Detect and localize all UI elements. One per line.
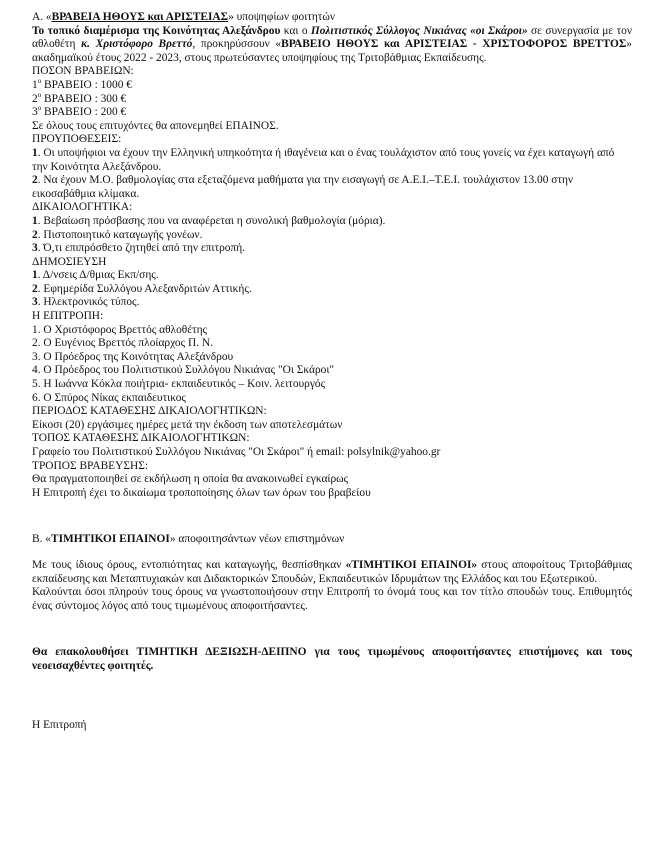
place-heading: ΤΟΠΟΣ ΚΑΤΑΘΕΣΗΣ ΔΙΚΑΙΟΛΟΓΗΤΙΚΩΝ:: [32, 432, 250, 445]
prize-item: [32, 106, 632, 120]
spacer: [32, 707, 632, 719]
prize-num: 1: [32, 78, 38, 91]
intro-part: και ο: [280, 24, 311, 37]
section-b-paragraph-1: [32, 559, 632, 586]
committee-member: 1. Ο Χριστόφορος Βρεττός αθλοθέτης: [32, 323, 208, 336]
section-b-title-prefix: Β. «: [32, 533, 51, 546]
prereq-item: [32, 147, 632, 174]
prizes-heading: ΠΟΣΟΝ ΒΡΑΒΕΙΩΝ:: [32, 65, 134, 78]
prize-sup: ο: [37, 77, 42, 86]
prize-sup: ο: [37, 104, 42, 113]
section-b-title: [32, 533, 632, 547]
method-heading: ΤΡΟΠΟΣ ΒΡΑΒΕΥΣΗΣ:: [32, 459, 149, 472]
section-b-title-suffix: » αποφοιτησάντων νέων επιστημόνων: [169, 533, 345, 546]
praise-note: Σε όλους τους επιτυχόντες θα απονεμηθεί ΕΠΑΙΝΟΣ.: [32, 119, 279, 132]
pub-num: 2: [32, 282, 38, 295]
section-a-title-suffix: » υποψηφίων φοιτητών: [228, 11, 336, 23]
pub-text: . Δ/νσεις Δ/θμιας Εκπ/σης.: [37, 269, 159, 282]
intro-part: , προκηρύσσουν «: [192, 38, 282, 51]
intro-part: » ακαδημαϊκού έτους 2022 - 2023, στους πρωτεύσαντες υποψηφίους της Τριτοβάθμιας Εκπαίδευσης.: [32, 38, 632, 64]
spacer: [32, 500, 632, 533]
docs-heading: ΔΙΚΑΙΟΛΟΓΗΤΙΚΑ:: [32, 201, 133, 214]
prereq-item: [32, 174, 632, 201]
section-b-text-bold: «ΤΙΜΗΤΙΚΟΙ ΕΠΑΙΝΟΙ»: [345, 558, 478, 571]
intro-part: ΒΡΑΒΕΙΟ ΗΘΟΥΣ και ΑΡΙΣΤΕΙΑΣ - ΧΡΙΣΤΟΦΟΡΟΣ ΒΡΕΤΤΟΣ: [281, 38, 627, 51]
section-b-text: Με τους ίδιους όρους, εντοπιότητας και καταγωγής, θεσπίσθηκαν: [32, 558, 346, 571]
section-a-title-prefix: Α. «: [32, 11, 52, 23]
intro-part: σε συνεργασία με τον αθλοθέτη: [32, 24, 632, 51]
spacer: [32, 547, 632, 559]
committee-member: 6. Ο Σπύρος Νίκας εκπαιδευτικος: [32, 391, 186, 404]
closing-paragraph: [32, 646, 632, 673]
committee-heading: Η ΕΠΙΤΡΟΠΗ:: [32, 310, 104, 323]
prereq-text: . Να έχουν Μ.Ο. βαθμολογίας στα εξεταζόμενα μαθήματα για την εισαγωγή σε Α.Ε.Ι.–Τ.Ε.Ι. τουλάχιστον 13.00 στην εικοσαβάθμια κλίμακα.: [32, 174, 574, 200]
doc-text: . Βεβαίωση πρόσβασης που να αναφέρεται η συνολική βαθμολογία (μόρια).: [37, 214, 386, 227]
section-a-title: [32, 11, 632, 25]
spacer: [32, 613, 632, 646]
section-b-title-bold: ΤΙΜΗΤΙΚΟΙ ΕΠΑΙΝΟΙ: [51, 533, 170, 546]
doc-item: [32, 229, 632, 243]
prize-text: ΒΡΑΒΕΙΟ : 200 €: [41, 106, 127, 119]
closing-text: Θα επακολουθήσει: [32, 646, 137, 659]
committee-member: 3. Ο Πρόεδρος της Κοινότητας Αλεξάνδρου: [32, 350, 234, 363]
prize-num: 3: [32, 106, 38, 119]
prize-text: ΒΡΑΒΕΙΟ : 1000 €: [41, 78, 132, 91]
doc-item: [32, 242, 632, 256]
pub-item: [32, 296, 632, 310]
intro-part: κ. Χριστόφορο Βρεττό: [81, 38, 193, 51]
doc-num: 2: [32, 228, 38, 241]
section-b-text: στους αποφοίτους Τριτοβάθμιας εκπαίδευσης και Μεταπτυχιακών και Διδακτορικών Σπουδών, Εκπαιδευτικών Ιδρυμάτων της Ελλάδος και του Εξωτερικού.: [32, 558, 632, 585]
pub-num: 1: [32, 269, 38, 282]
committee-member: 2. Ο Ευγένιος Βρεττός πλοίαρχος Π. Ν.: [32, 337, 213, 350]
prize-sup: ο: [37, 90, 42, 99]
prereq-num: 2: [32, 174, 38, 187]
prereq-num: 1: [32, 146, 38, 159]
intro-part: Πολιτιστικός Σύλλογος Νικιάνας «οι Σκάροι»: [310, 24, 528, 37]
committee-member: 5. Η Ιωάννα Κόκλα ποιήτρια- εκπαιδευτικός – Κοιν. λειτουργός: [32, 378, 326, 391]
prize-item: [32, 90, 632, 107]
pub-num: 3: [32, 296, 38, 309]
section-a-intro: [32, 25, 632, 66]
pub-text: . Ηλεκτρονικός τύπος.: [37, 296, 140, 309]
closing-text-caps: ΤΙΜΗΤΙΚΗ ΔΕΞΙΩΣΗ-ΔΕΙΠΝΟ: [136, 646, 307, 659]
pub-text: . Εφημερίδα Συλλόγου Αλεξανδριτών Αττικής.: [37, 282, 252, 295]
doc-num: 1: [32, 214, 38, 227]
pub-heading: ΔΗΜΟΣΙΕΥΣΗ: [32, 255, 107, 268]
committee-member: 4. Ο Πρόεδρος του Πολιτιστικού Συλλόγου Νικιάνας "Οι Σκάροι": [32, 364, 335, 377]
pub-item: [32, 269, 632, 283]
doc-text: . Πιστοποιητικό καταγωγής γονέων.: [37, 228, 203, 241]
prereq-text: . Οι υποψήφιοι να έχουν την Ελληνική υπηκοότητα ή ιθαγένεια και ο ένας τουλάχιστον από τους γονείς να έχει καταγωγή από την Κοινότητα Αλεξάνδρου.: [32, 146, 615, 173]
pub-item: [32, 283, 632, 297]
doc-num: 3: [32, 242, 38, 255]
section-b-paragraph-2: Καλούνται όσοι πληρούν τους όρους να γνωστοποιήσουν στην Επιτροπή το όνομά τους και τον τίτλο σπουδών τους. Επιθυμητός ένας σύντομος λόγος από τους τιμωμένους αποφοιτήσαντες.: [32, 586, 632, 612]
spacer: [32, 674, 632, 707]
prize-num: 2: [32, 92, 38, 105]
section-a-title-bold: ΒΡΑΒΕΙΑ ΗΘΟΥΣ και ΑΡΙΣΤΕΙΑΣ: [51, 11, 229, 23]
period-heading: ΠΕΡΙΟΔΟΣ ΚΑΤΑΘΕΣΗΣ ΔΙΚΑΙΟΛΟΓΗΤΙΚΩΝ:: [32, 405, 267, 418]
method-line: Η Επιτροπή έχει το δικαίωμα τροποποίησης όλων των όρων του βραβείου: [32, 486, 371, 499]
method-line: Θα πραγματοποιηθεί σε εκδήλωση η οποία θα ανακοινωθεί εγκαίρως: [32, 473, 349, 486]
signature: Η Επιτροπή: [32, 718, 87, 731]
closing-text: για τους τιμωμένους αποφοιτήσαντες επιστήμονες και τους νεοεισαχθέντες φοιτητές.: [32, 646, 632, 672]
prize-text: ΒΡΑΒΕΙΟ : 300 €: [41, 92, 127, 105]
place-text: Γραφείο του Πολιτιστικού Συλλόγου Νικιάνας "Οι Σκάροι" ή email: polsylnik@yahoo.gr: [32, 446, 441, 458]
period-text: Είκοσι (20) εργάσιμες ημέρες μετά την έκδοση των αποτελεσμάτων: [32, 418, 343, 431]
intro-part: Το τοπικό διαμέρισμα της Κοινότητας Αλεξάνδρου: [32, 24, 281, 37]
prereq-heading: ΠΡΟΥΠΟΘΕΣΕΙΣ:: [32, 133, 122, 146]
doc-item: [32, 215, 632, 229]
prize-item: [32, 79, 632, 93]
doc-text: . Ό,τι επιπρόσθετο ζητηθεί από την επιτροπή.: [37, 242, 246, 255]
